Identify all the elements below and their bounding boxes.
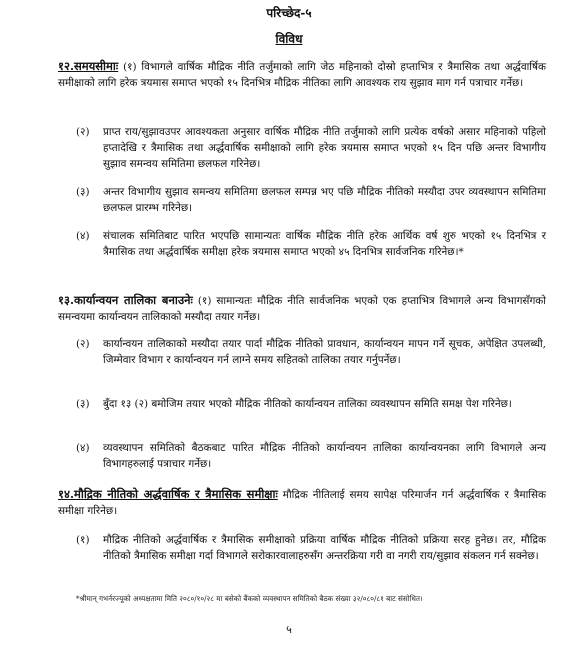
item-number: (४) xyxy=(76,230,90,242)
item-text: व्यवस्थापन समितिको बैठकबाट पारित मौद्रिक नीतिको कार्यान्वयन तालिका कार्यान्वयनका लागि विभागले अन्य विभागहरुलाई पत्राचार गर्नेछ। xyxy=(103,442,546,470)
section-14-text: मौद्रिक नीतिलाई समय सापेक्ष परिमार्जन गर्न अर्द्धवार्षिक र त्रैमासिक समीक्षा गरिनेछ। xyxy=(58,489,546,517)
section-14-item-1 xyxy=(76,532,546,564)
item-number: (२) xyxy=(76,338,90,350)
section-13-item-2 xyxy=(76,336,546,368)
item-number: (४) xyxy=(76,442,90,454)
section-12-item-4 xyxy=(76,228,546,260)
section-12-item-2 xyxy=(76,124,546,172)
item-number: (२) xyxy=(76,126,90,138)
footnote: *श्रीमान् गभर्नरज्यूको अध्यक्षतामा मिति २०८०/१०/२८ मा बसेको बैंकको व्यवस्थापन समितिको बैठक संख्या ३२/०८०/८१ बाट संसोधित। xyxy=(76,594,423,603)
section-13-text: (१) सामान्यतः मौद्रिक नीति सार्वजनिक भएको एक हप्ताभित्र विभागले अन्य विभागसँगको समन्वयमा कार्यान्वयन तालिकाको मस्यौदा तयार गर्नेछ। xyxy=(58,295,546,323)
item-text: मौद्रिक नीतिको अर्द्धवार्षिक र त्रैमासिक समीक्षाको प्रक्रिया वार्षिक मौद्रिक नीतिको प्रक्रिया सरह हुनेछ। तर, मौद्रिक नीतिको त्रैमासिक समीक्षा गर्दा विभागले सरोकारवालाहरुसँग अन्तरक्रिया गरी वा नगरी राय/सुझाव संकलन गर्न सक्नेछ। xyxy=(103,534,546,562)
section-12-heading: १२.समयसीमाः xyxy=(58,59,119,73)
section-14 xyxy=(58,486,546,519)
section-12-text: (१) विभागले वार्षिक मौद्रिक नीति तर्जुमाको लागि जेठ महिनाको दोस्रो हप्ताभित्र र त्रैमासिक तथा अर्द्धवार्षिक समीक्षाको लागि हरेक त्रयमास समाप्त भएको १५ दिनभित्र मौद्रिक नीतिका लागि आवश्यक राय सुझाव माग गर्न पत्राचार गर्नेछ। xyxy=(58,61,546,89)
page-number: ५ xyxy=(286,623,292,636)
section-13-heading: १३.कार्यान्वयन तालिका बनाउनेः xyxy=(58,293,193,307)
section-13 xyxy=(58,292,546,325)
section-12 xyxy=(58,58,546,91)
section-13-item-4 xyxy=(76,440,546,472)
item-text: प्राप्त राय/सुझावउपर आवश्यकता अनुसार वार्षिक मौद्रिक नीति तर्जुमाको लागि प्रत्येक वर्षको असार महिनाको पहिलो हप्तादेखि र त्रैमासिक तथा अर्द्धवार्षिक समीक्षाको लागि हरेक त्रयमास समाप्त भएको १५ दिन पछि अन्तर विभागीय सुझाव समन्वय समितिमा छलफल गरिनेछ। xyxy=(103,126,546,170)
item-text: अन्तर विभागीय सुझाव समन्वय समितिमा छलफल सम्पन्न भए पछि मौद्रिक नीतिको मस्यौदा उपर व्यवस्थापन समितिमा छलफल प्रारम्भ गरिनेछ। xyxy=(103,186,546,214)
chapter-title: विविध xyxy=(275,32,303,46)
section-13-item-3 xyxy=(76,396,546,412)
section-14-heading: १४.मौद्रिक नीतिको अर्द्धवार्षिक र त्रैमासिक समीक्षाः xyxy=(58,487,278,501)
item-number: (३) xyxy=(76,186,90,198)
chapter-heading: परिच्छेद-५ xyxy=(266,6,312,20)
item-number: (१) xyxy=(76,534,90,546)
item-number: (३) xyxy=(76,398,90,410)
item-text: कार्यान्वयन तालिकाको मस्यौदा तयार पार्दा मौद्रिक नीतिको प्रावधान, कार्यान्वयन मापन गर्ने सूचक, अपेक्षित उपलब्धी, जिम्मेवार विभाग र कार्यान्वयन गर्न लाग्ने समय सहितको तालिका तयार गर्नुपर्नेछ। xyxy=(103,338,546,366)
item-text: संचालक समितिबाट पारित भएपछि सामान्यतः वार्षिक मौद्रिक नीति हरेक आर्थिक वर्ष शुरु भएको १५ दिनभित्र र त्रैमासिक तथा अर्द्धवार्षिक समीक्षा हरेक त्रयमास समाप्त भएको ४५ दिनभित्र सार्वजनिक गरिनेछ।* xyxy=(103,230,546,258)
item-text: बुँदा १३ (२) बमोजिम तयार भएको मौद्रिक नीतिको कार्यान्वयन तालिका व्यवस्थापन समिति समक्ष पेश गरिनेछ। xyxy=(103,398,512,410)
section-12-item-3 xyxy=(76,184,546,216)
